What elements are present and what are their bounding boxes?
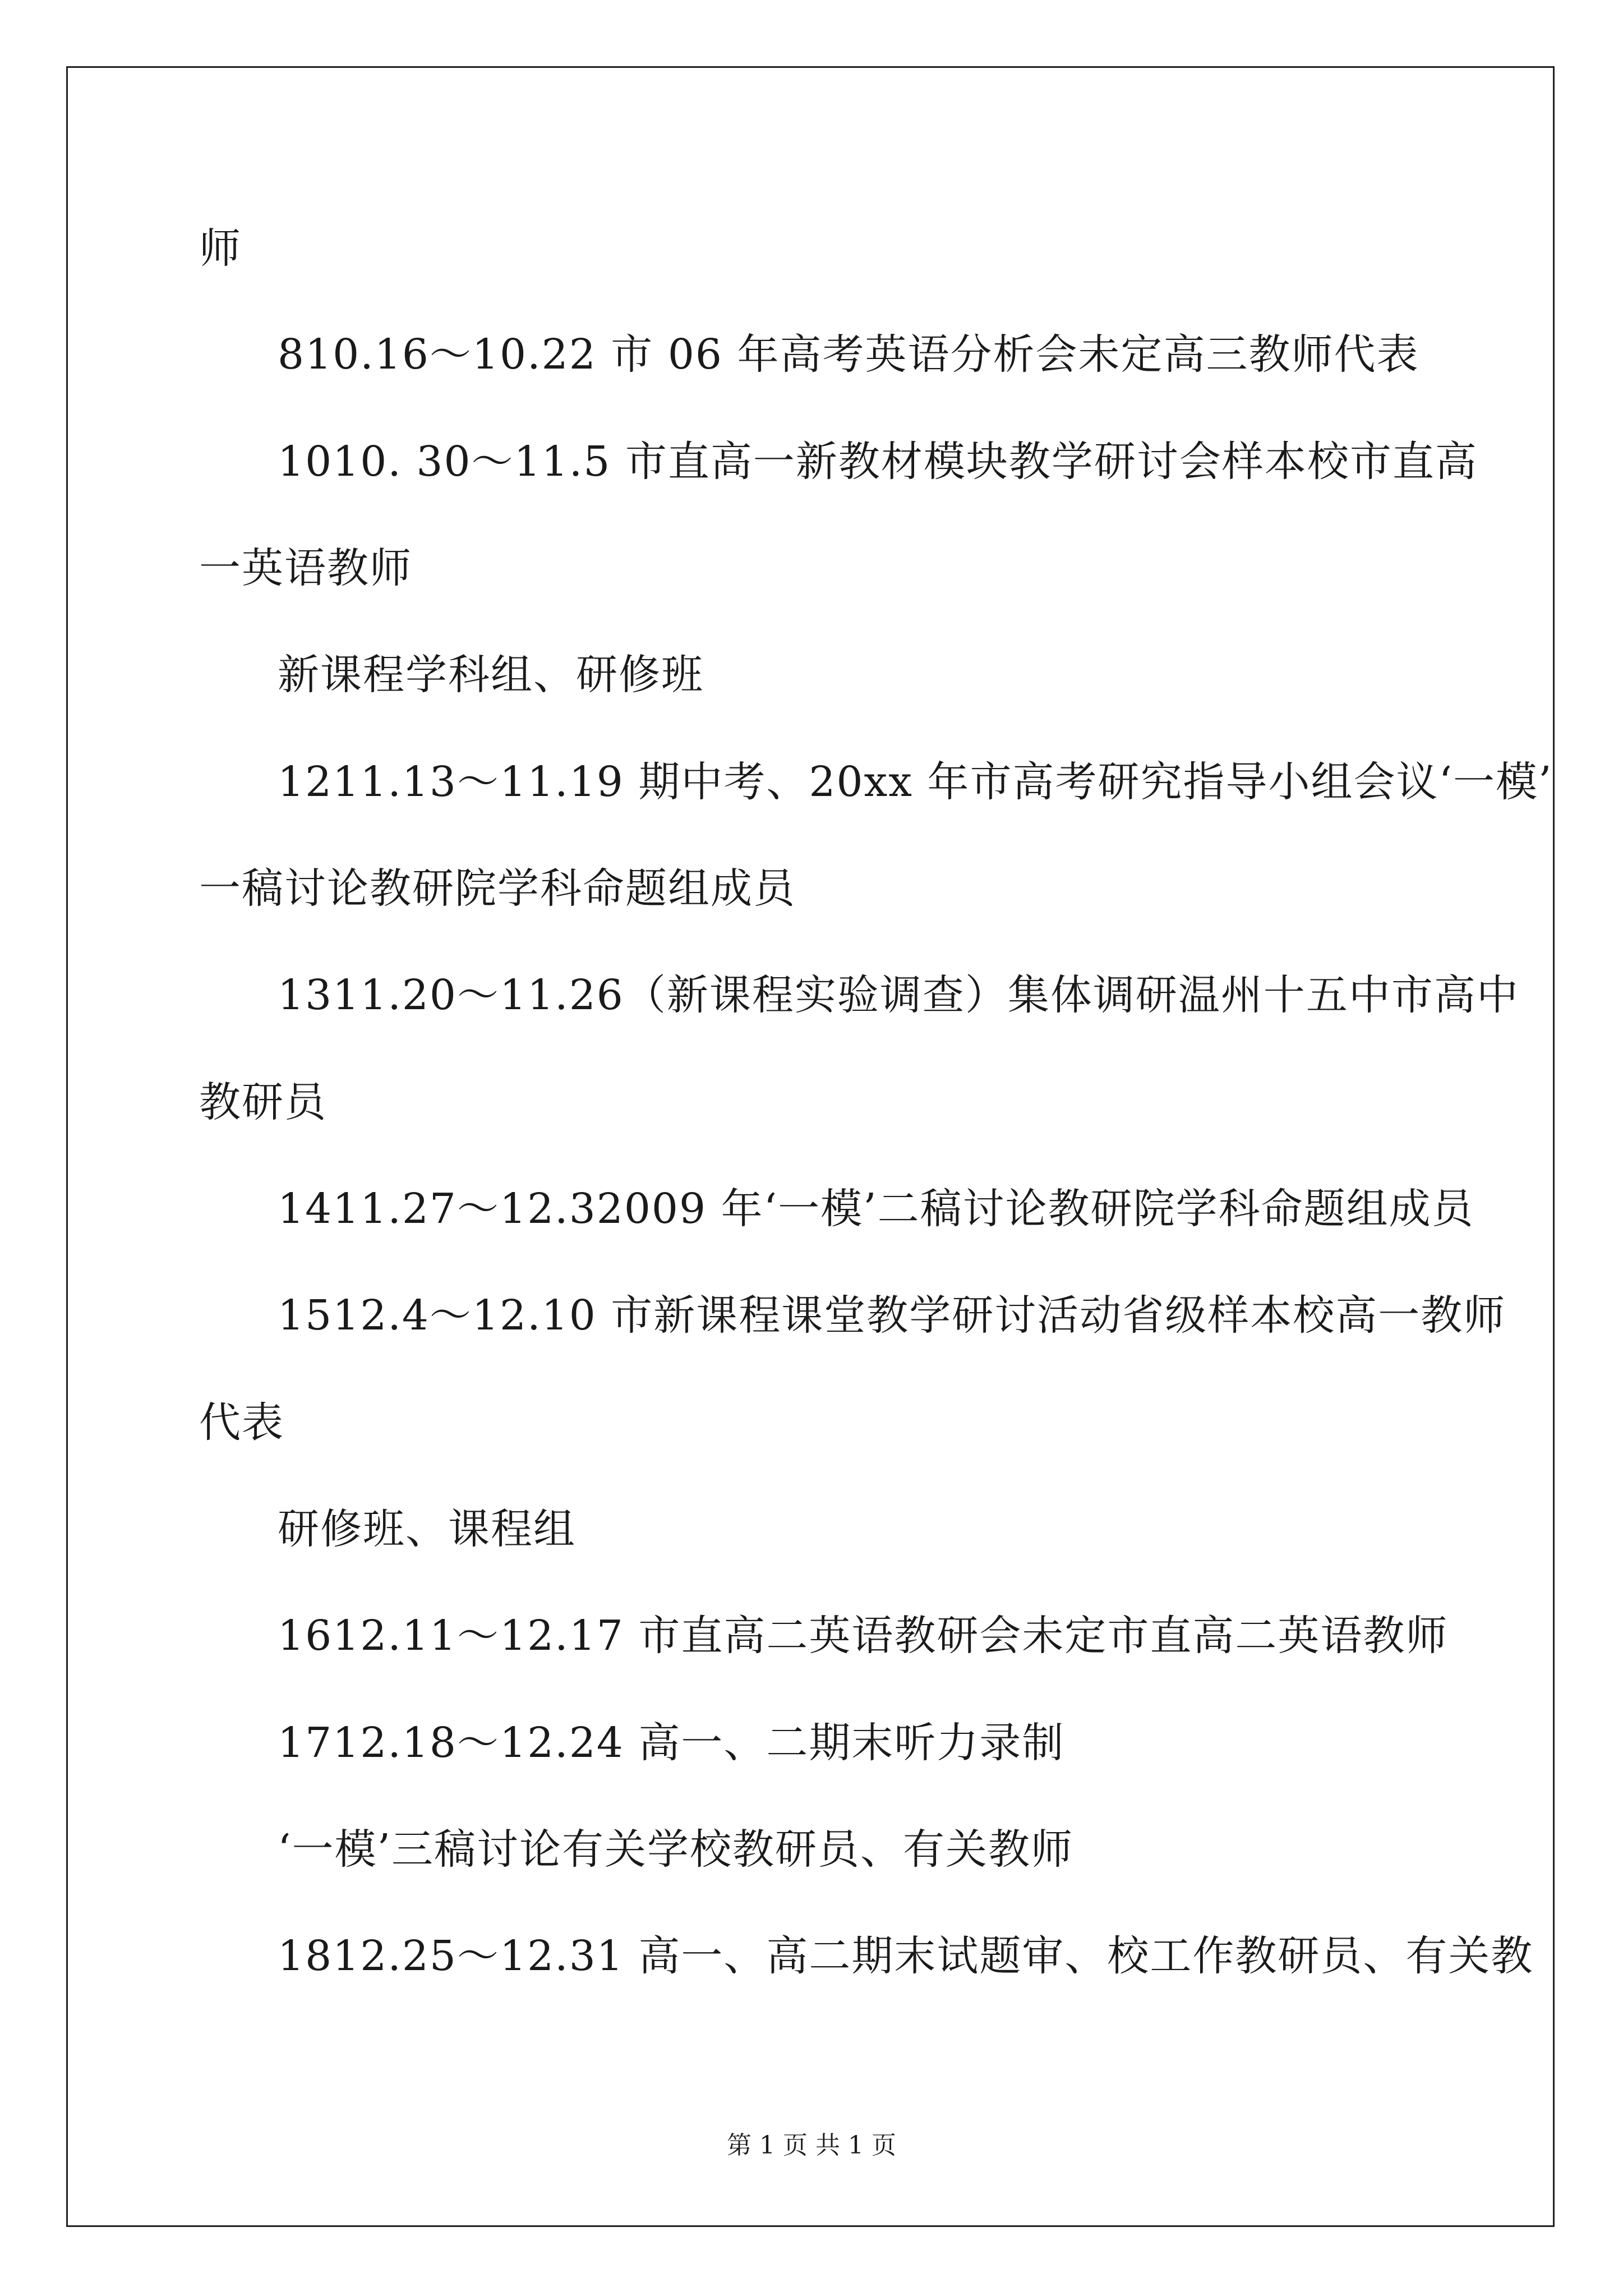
text-line-11: 1512.4～12.10 市新课程课堂教学研讨活动省级样本校高一教师	[278, 1291, 1506, 1340]
text-line-9: 教研员	[199, 1078, 327, 1126]
text-line-15: 1712.18～12.24 高一、二期末听力录制	[278, 1719, 1065, 1767]
text-line-16: ‘一模’三稿讨论有关学校教研员、有关教师	[278, 1825, 1074, 1874]
text-line-10: 1411.27～12.32009 年‘一模’二稿讨论教研院学科命题组成员	[278, 1185, 1474, 1233]
text-line-1: 师	[199, 224, 242, 273]
text-line-14: 1612.11～12.17 市直高二英语教研会未定市直高二英语教师	[278, 1612, 1449, 1660]
text-line-17: 1812.25～12.31 高一、高二期末试题审、校工作教研员、有关教	[278, 1932, 1534, 1980]
page-number-footer: 第 1 页 共 1 页	[727, 2131, 896, 2160]
text-line-12: 代表	[199, 1398, 284, 1447]
page-border	[66, 66, 1555, 2227]
text-line-8: 1311.20～11.26（新课程实验调查）集体调研温州十五中市高中	[278, 971, 1519, 1019]
text-line-4: 一英语教师	[199, 544, 412, 592]
text-line-3: 1010. 30～11.5 市直高一新教材模块教学研讨会样本校市直高	[278, 438, 1478, 486]
text-line-7: 一稿讨论教研院学科命题组成员	[199, 864, 796, 913]
text-line-2: 810.16～10.22 市 06 年高考英语分析会未定高三教师代表	[278, 330, 1419, 379]
text-line-6: 1211.13～11.19 期中考、20xx 年市高考研究指导小组会议‘一模’	[278, 758, 1553, 806]
text-line-5: 新课程学科组、研修班	[278, 651, 704, 699]
text-line-13: 研修班、课程组	[278, 1505, 576, 1553]
